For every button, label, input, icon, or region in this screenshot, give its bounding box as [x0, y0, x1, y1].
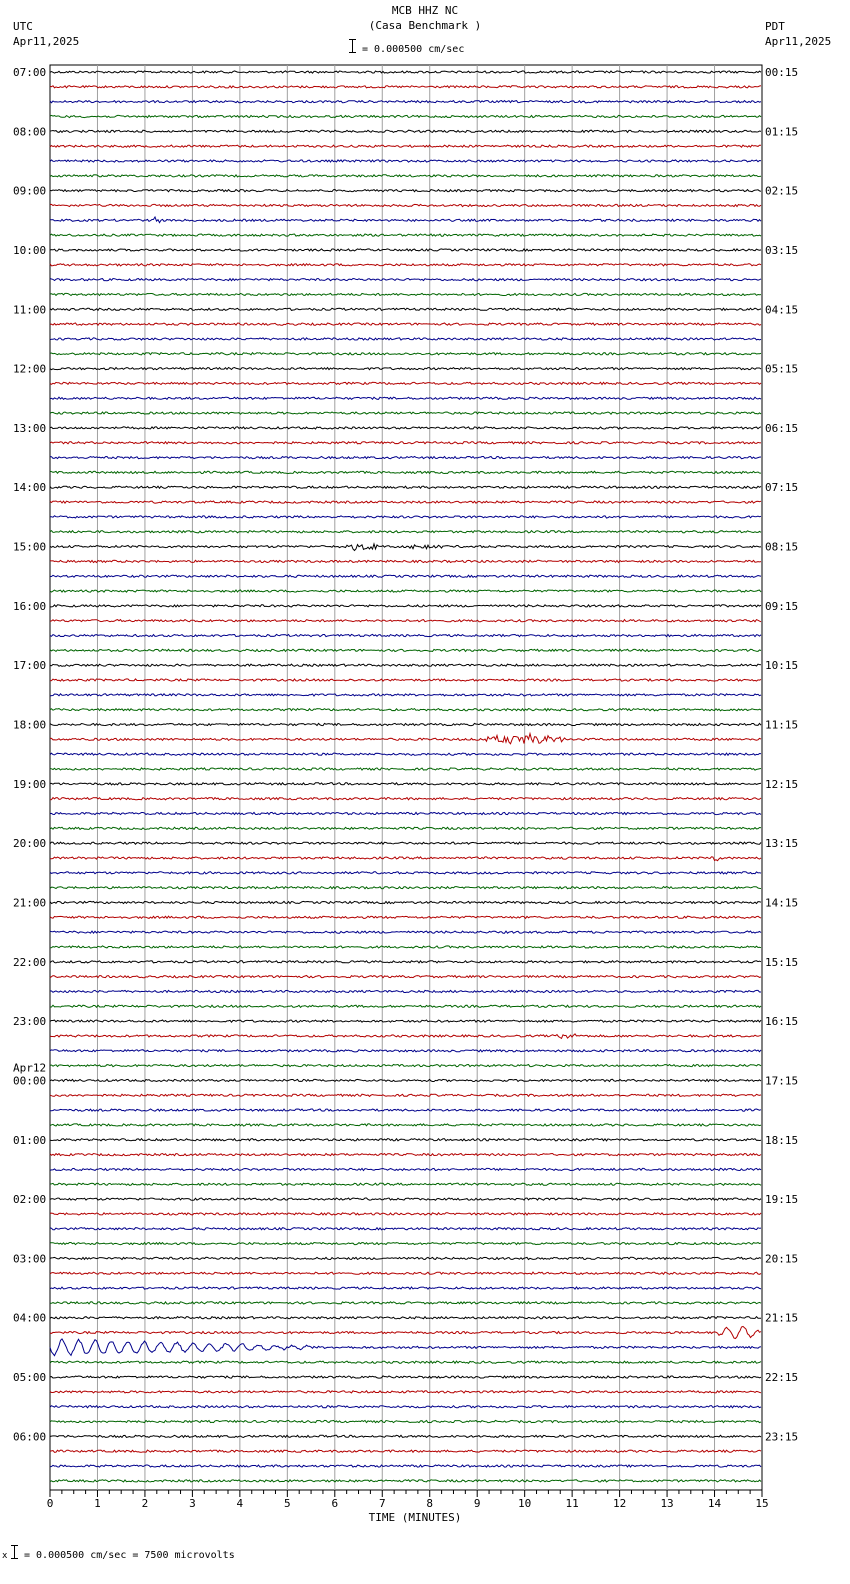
x-tick-label: 13 [660, 1497, 674, 1510]
seismic-trace [50, 501, 761, 503]
x-axis-label: TIME (MINUTES) [368, 1511, 462, 1524]
seismic-trace [50, 531, 761, 533]
pdt-hour-label: 07:15 [765, 481, 799, 495]
seismic-trace [50, 1109, 761, 1111]
utc-hour-label: 20:00 [13, 837, 47, 851]
seismic-trace [50, 160, 761, 162]
seismic-trace [50, 694, 761, 696]
seismic-trace [50, 605, 761, 607]
seismic-trace [50, 827, 761, 829]
footer-scale-bar-icon [14, 1545, 15, 1559]
seismic-trace [50, 71, 761, 73]
seismic-trace [50, 397, 761, 399]
seismic-trace [50, 442, 761, 444]
seismic-trace [50, 1065, 761, 1067]
seismic-trace [50, 723, 761, 725]
pdt-hour-label: 09:15 [765, 599, 799, 613]
x-tick-label: 3 [189, 1497, 196, 1510]
seismic-trace [50, 931, 761, 933]
station-title: MCB HHZ NC [391, 4, 459, 17]
seismic-trace [50, 560, 761, 562]
seismic-trace [50, 649, 761, 651]
seismic-trace [50, 1326, 761, 1338]
x-tick-label: 6 [331, 1497, 339, 1510]
utc-hour-label: 03:00 [13, 1252, 47, 1266]
pdt-hour-label: 05:15 [765, 362, 799, 376]
pdt-hour-label: 20:15 [765, 1252, 799, 1266]
pdt-hour-label: 10:15 [765, 659, 799, 673]
site-name: (Casa Benchmark ) [368, 19, 482, 32]
utc-hour-label: 10:00 [13, 243, 47, 257]
seismic-trace [50, 338, 761, 340]
seismic-trace [50, 101, 761, 103]
utc-hour-label: 01:00 [13, 1133, 47, 1147]
seismic-trace [50, 1005, 761, 1007]
seismic-trace [50, 486, 761, 488]
utc-hour-label: 16:00 [13, 599, 47, 613]
seismic-trace [50, 1198, 761, 1200]
seismic-trace [50, 1154, 761, 1156]
seismic-trace [50, 412, 761, 414]
seismic-trace [50, 872, 761, 874]
utc-hour-label: 18:00 [13, 718, 47, 732]
seismic-trace [50, 798, 761, 800]
footer-scale-note: = 0.000500 cm/sec = 7500 microvolts [24, 1550, 235, 1561]
x-tick-label: 7 [378, 1497, 386, 1510]
pdt-hour-label: 23:15 [765, 1430, 799, 1444]
seismic-trace [50, 471, 761, 473]
seismic-trace [50, 249, 761, 251]
seismic-trace [50, 1361, 761, 1363]
seismic-trace [50, 1034, 761, 1039]
seismic-trace [50, 664, 761, 666]
pdt-hour-label: 22:15 [765, 1371, 799, 1385]
utc-hour-label: 22:00 [13, 955, 47, 969]
seismic-trace [50, 901, 761, 903]
seismic-trace [50, 382, 761, 384]
seismic-trace [50, 679, 761, 681]
utc-hour-label: 07:00 [13, 66, 47, 79]
utc-hour-label: 06:00 [13, 1430, 47, 1444]
utc-hour-label: 05:00 [13, 1371, 47, 1385]
x-tick-label: 10 [518, 1497, 532, 1510]
pdt-label: PDT [765, 20, 785, 33]
seismic-trace [50, 1272, 761, 1274]
seismic-trace [50, 990, 761, 992]
utc-hour-label: 08:00 [13, 125, 47, 139]
seismic-trace [50, 1339, 761, 1356]
pdt-hour-label: 03:15 [765, 243, 799, 257]
x-tick-label: 2 [141, 1497, 149, 1510]
x-tick-label: 1 [94, 1497, 101, 1510]
seismic-trace [50, 308, 761, 310]
seismic-trace [50, 115, 761, 117]
seismic-trace [50, 279, 761, 281]
seismic-trace [50, 575, 761, 577]
seismic-trace [50, 1420, 761, 1422]
seismic-trace [50, 86, 761, 88]
pdt-hour-label: 11:15 [765, 718, 799, 732]
seismic-trace [50, 1094, 761, 1096]
x-tick-label: 5 [284, 1497, 291, 1510]
seismic-trace [50, 768, 761, 770]
seismic-trace [50, 961, 761, 963]
utc-hour-label: 14:00 [13, 481, 47, 495]
seismic-trace [50, 264, 761, 266]
pdt-hour-label: 04:15 [765, 303, 799, 317]
pdt-hour-label: 15:15 [765, 955, 799, 969]
utc-hour-label: 15:00 [13, 540, 47, 554]
seismic-trace [50, 620, 761, 622]
seismic-trace [50, 1050, 761, 1052]
seismic-trace [50, 293, 761, 295]
seismic-trace [50, 1243, 761, 1245]
pdt-hour-label: 18:15 [765, 1133, 799, 1147]
seismic-trace [50, 1257, 761, 1259]
seismic-trace [50, 368, 761, 370]
utc-hour-label: 00:00 [13, 1074, 47, 1088]
pdt-hour-label: 02:15 [765, 184, 799, 198]
seismic-trace [50, 916, 761, 918]
seismic-trace [50, 130, 761, 132]
seismic-trace [50, 709, 761, 711]
pdt-hour-label: 08:15 [765, 540, 799, 554]
utc-hour-label: 13:00 [13, 421, 47, 435]
pdt-hour-label: 14:15 [765, 896, 799, 910]
seismic-trace [50, 1376, 761, 1378]
seismic-trace [50, 217, 761, 223]
seismic-trace [50, 1079, 761, 1081]
x-tick-label: 9 [473, 1497, 481, 1510]
seismic-trace [50, 1480, 761, 1482]
pdt-date: Apr11,2025 [765, 35, 832, 48]
seismic-trace [50, 590, 761, 592]
seismic-trace [50, 1124, 761, 1126]
pdt-hour-label: 21:15 [765, 1311, 799, 1325]
x-tick-label: 12 [612, 1497, 627, 1510]
seismic-trace [50, 857, 761, 861]
utc-hour-label: 12:00 [13, 362, 47, 376]
seismic-trace [50, 1287, 761, 1289]
utc-label: UTC [13, 20, 33, 33]
x-tick-label: 8 [426, 1497, 434, 1510]
seismic-trace [50, 544, 761, 551]
seismic-trace [50, 1302, 761, 1304]
utc-hour-label: 17:00 [13, 659, 47, 673]
seismic-trace [50, 1213, 761, 1215]
seismic-trace [50, 887, 761, 889]
header-scale-label: = 0.000500 cm/sec [362, 44, 465, 55]
seismic-trace [50, 946, 761, 948]
seismic-trace [50, 145, 761, 147]
pdt-hour-label: 06:15 [765, 421, 799, 435]
seismic-trace [50, 1450, 761, 1452]
x-tick-label: 15 [755, 1497, 769, 1510]
seismic-trace [50, 1228, 761, 1230]
seismic-trace [50, 1317, 761, 1319]
utc-hour-label: 19:00 [13, 777, 47, 791]
seismic-trace [50, 783, 761, 785]
seismic-trace [50, 812, 761, 814]
seismic-trace [50, 1435, 761, 1437]
seismic-trace [50, 1168, 761, 1170]
utc-hour-label: 09:00 [13, 184, 47, 198]
seismic-trace [50, 427, 761, 429]
utc-date-change-label: Apr12 [13, 1061, 47, 1075]
seismic-trace [50, 457, 761, 459]
seismic-trace [50, 634, 761, 636]
seismic-trace [50, 204, 761, 206]
pdt-hour-label: 19:15 [765, 1193, 799, 1207]
pdt-hour-label: 16:15 [765, 1015, 799, 1029]
pdt-hour-label: 17:15 [765, 1074, 799, 1088]
pdt-hour-label: 01:15 [765, 125, 799, 139]
seismic-trace [50, 516, 761, 518]
seismic-trace [50, 1020, 761, 1022]
seismic-trace [50, 842, 761, 844]
x-tick-label: 0 [46, 1497, 54, 1510]
utc-hour-label: 11:00 [13, 303, 47, 317]
seismic-trace [50, 1391, 761, 1393]
seismic-trace [50, 234, 761, 236]
utc-hour-label: 21:00 [13, 896, 47, 910]
seismic-trace [50, 734, 761, 744]
pdt-hour-label: 13:15 [765, 837, 799, 851]
seismic-trace [50, 1465, 761, 1467]
utc-hour-label: 02:00 [13, 1193, 47, 1207]
footer-marker-icon: x [2, 1551, 8, 1561]
x-tick-label: 11 [565, 1497, 579, 1510]
utc-hour-label: 04:00 [13, 1311, 47, 1325]
seismic-trace [50, 190, 761, 192]
seismic-trace [50, 1183, 761, 1185]
seismic-trace [50, 353, 761, 355]
seismic-trace [50, 1139, 761, 1141]
pdt-hour-label: 12:15 [765, 777, 799, 791]
seismic-trace [50, 323, 761, 325]
x-tick-label: 4 [236, 1497, 244, 1510]
seismic-trace [50, 976, 761, 978]
utc-hour-label: 23:00 [13, 1015, 47, 1029]
x-tick-label: 14 [707, 1497, 722, 1510]
seismic-trace [50, 175, 761, 177]
seismic-trace [50, 753, 761, 755]
pdt-hour-label: 00:15 [765, 66, 799, 79]
seismic-trace [50, 1406, 761, 1408]
utc-date: Apr11,2025 [13, 35, 80, 48]
